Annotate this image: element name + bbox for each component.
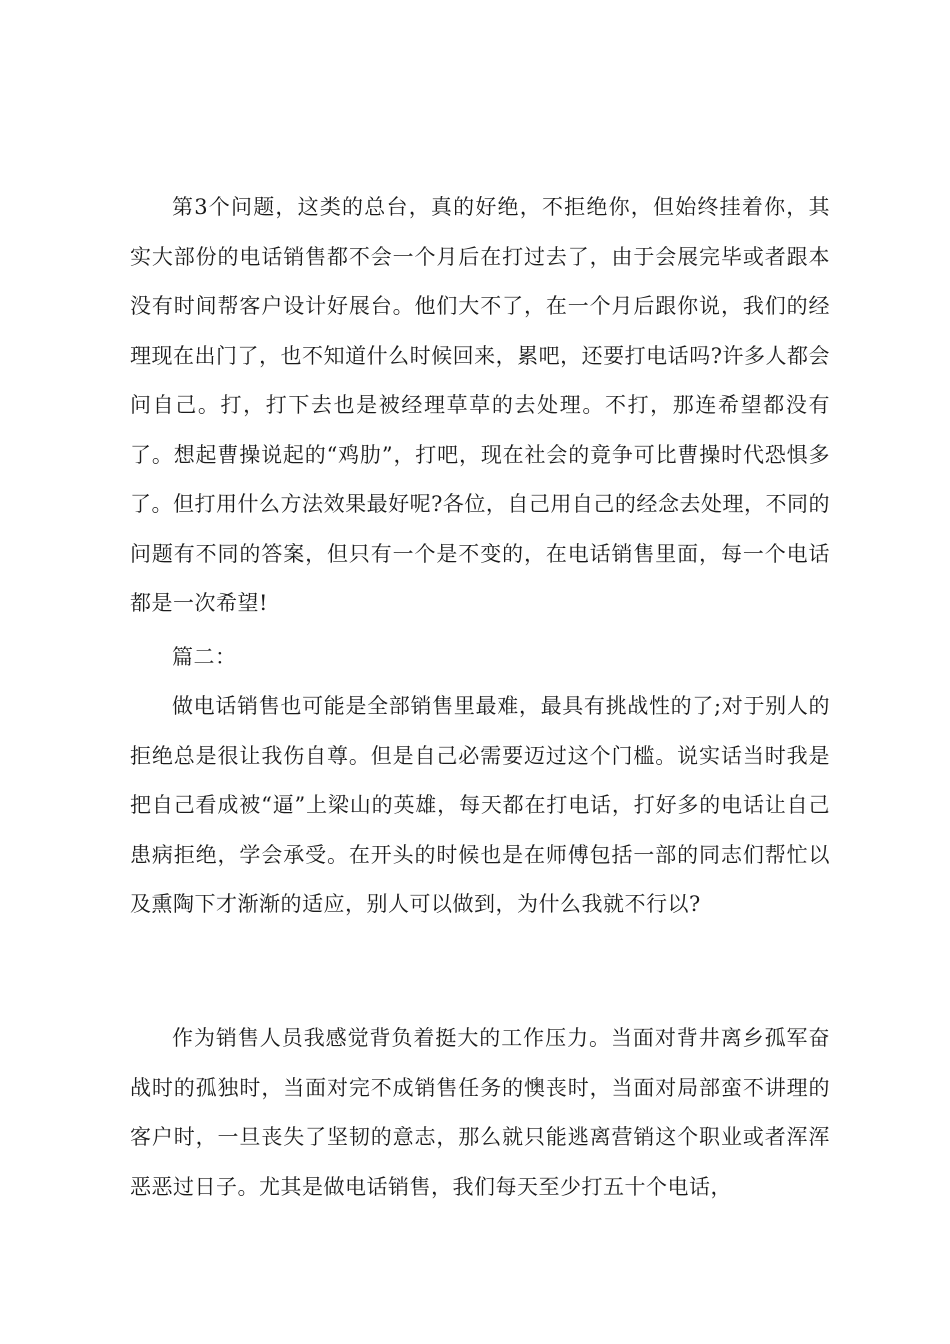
paragraph-third-problem: 第3个问题，这类的总台，真的好绝，不拒绝你，但始终挂着你，其实大部份的电话销售都不会一个月后在打过去了，由于会展完毕或者跟本没有时间帮客户设计好展台。他们大不了，在一个月后跟你说，我们的经理现在出门了，也不知道什么时候回来，累吧，还要打电话吗?许多人都会问自己。打，打下去也是被经理草草的去处理。不打，那连希望都没有了。想起曹操说起的“鸡肋”，打吧，现在社会的竟争可比曹操时代恐惧多了。但打用什么方法效果最好呢?各位，自己用自己的经念去处理，不同的问题有不同的答案，但只有一个是不变的，在电话销售里面，每一个电话都是一次希望! <box>130 195 830 615</box>
paragraph-sales-pressure: 作为销售人员我感觉背负着挺大的工作压力。当面对背井离乡孤军奋战时的孤独时，当面对完不成销售任务的懊丧时，当面对局部蛮不讲理的客户时，一旦丧失了坚韧的意志，那么就只能逃离营销这个职业或者浑浑恶恶过日子。尤其是做电话销售，我们每天至少打五十个电话， <box>130 1026 830 1199</box>
paragraph-phone-sales-challenge: 做电话销售也可能是全部销售里最难，最具有挑战性的了;对于别人的拒绝总是很让我伤自尊。但是自己必需要迈过这个门槛。说实话当时我是把自己看成被“逼”上梁山的英雄，每天都在打电话，打好多的电话让自己患病拒绝，学会承受。在开头的时候也是在师傅包括一部的同志们帮忙以及熏陶下才渐渐的适应，别人可以做到，为什么我就不行以? <box>130 694 830 916</box>
section-heading-part-two: 篇二： <box>172 645 237 669</box>
